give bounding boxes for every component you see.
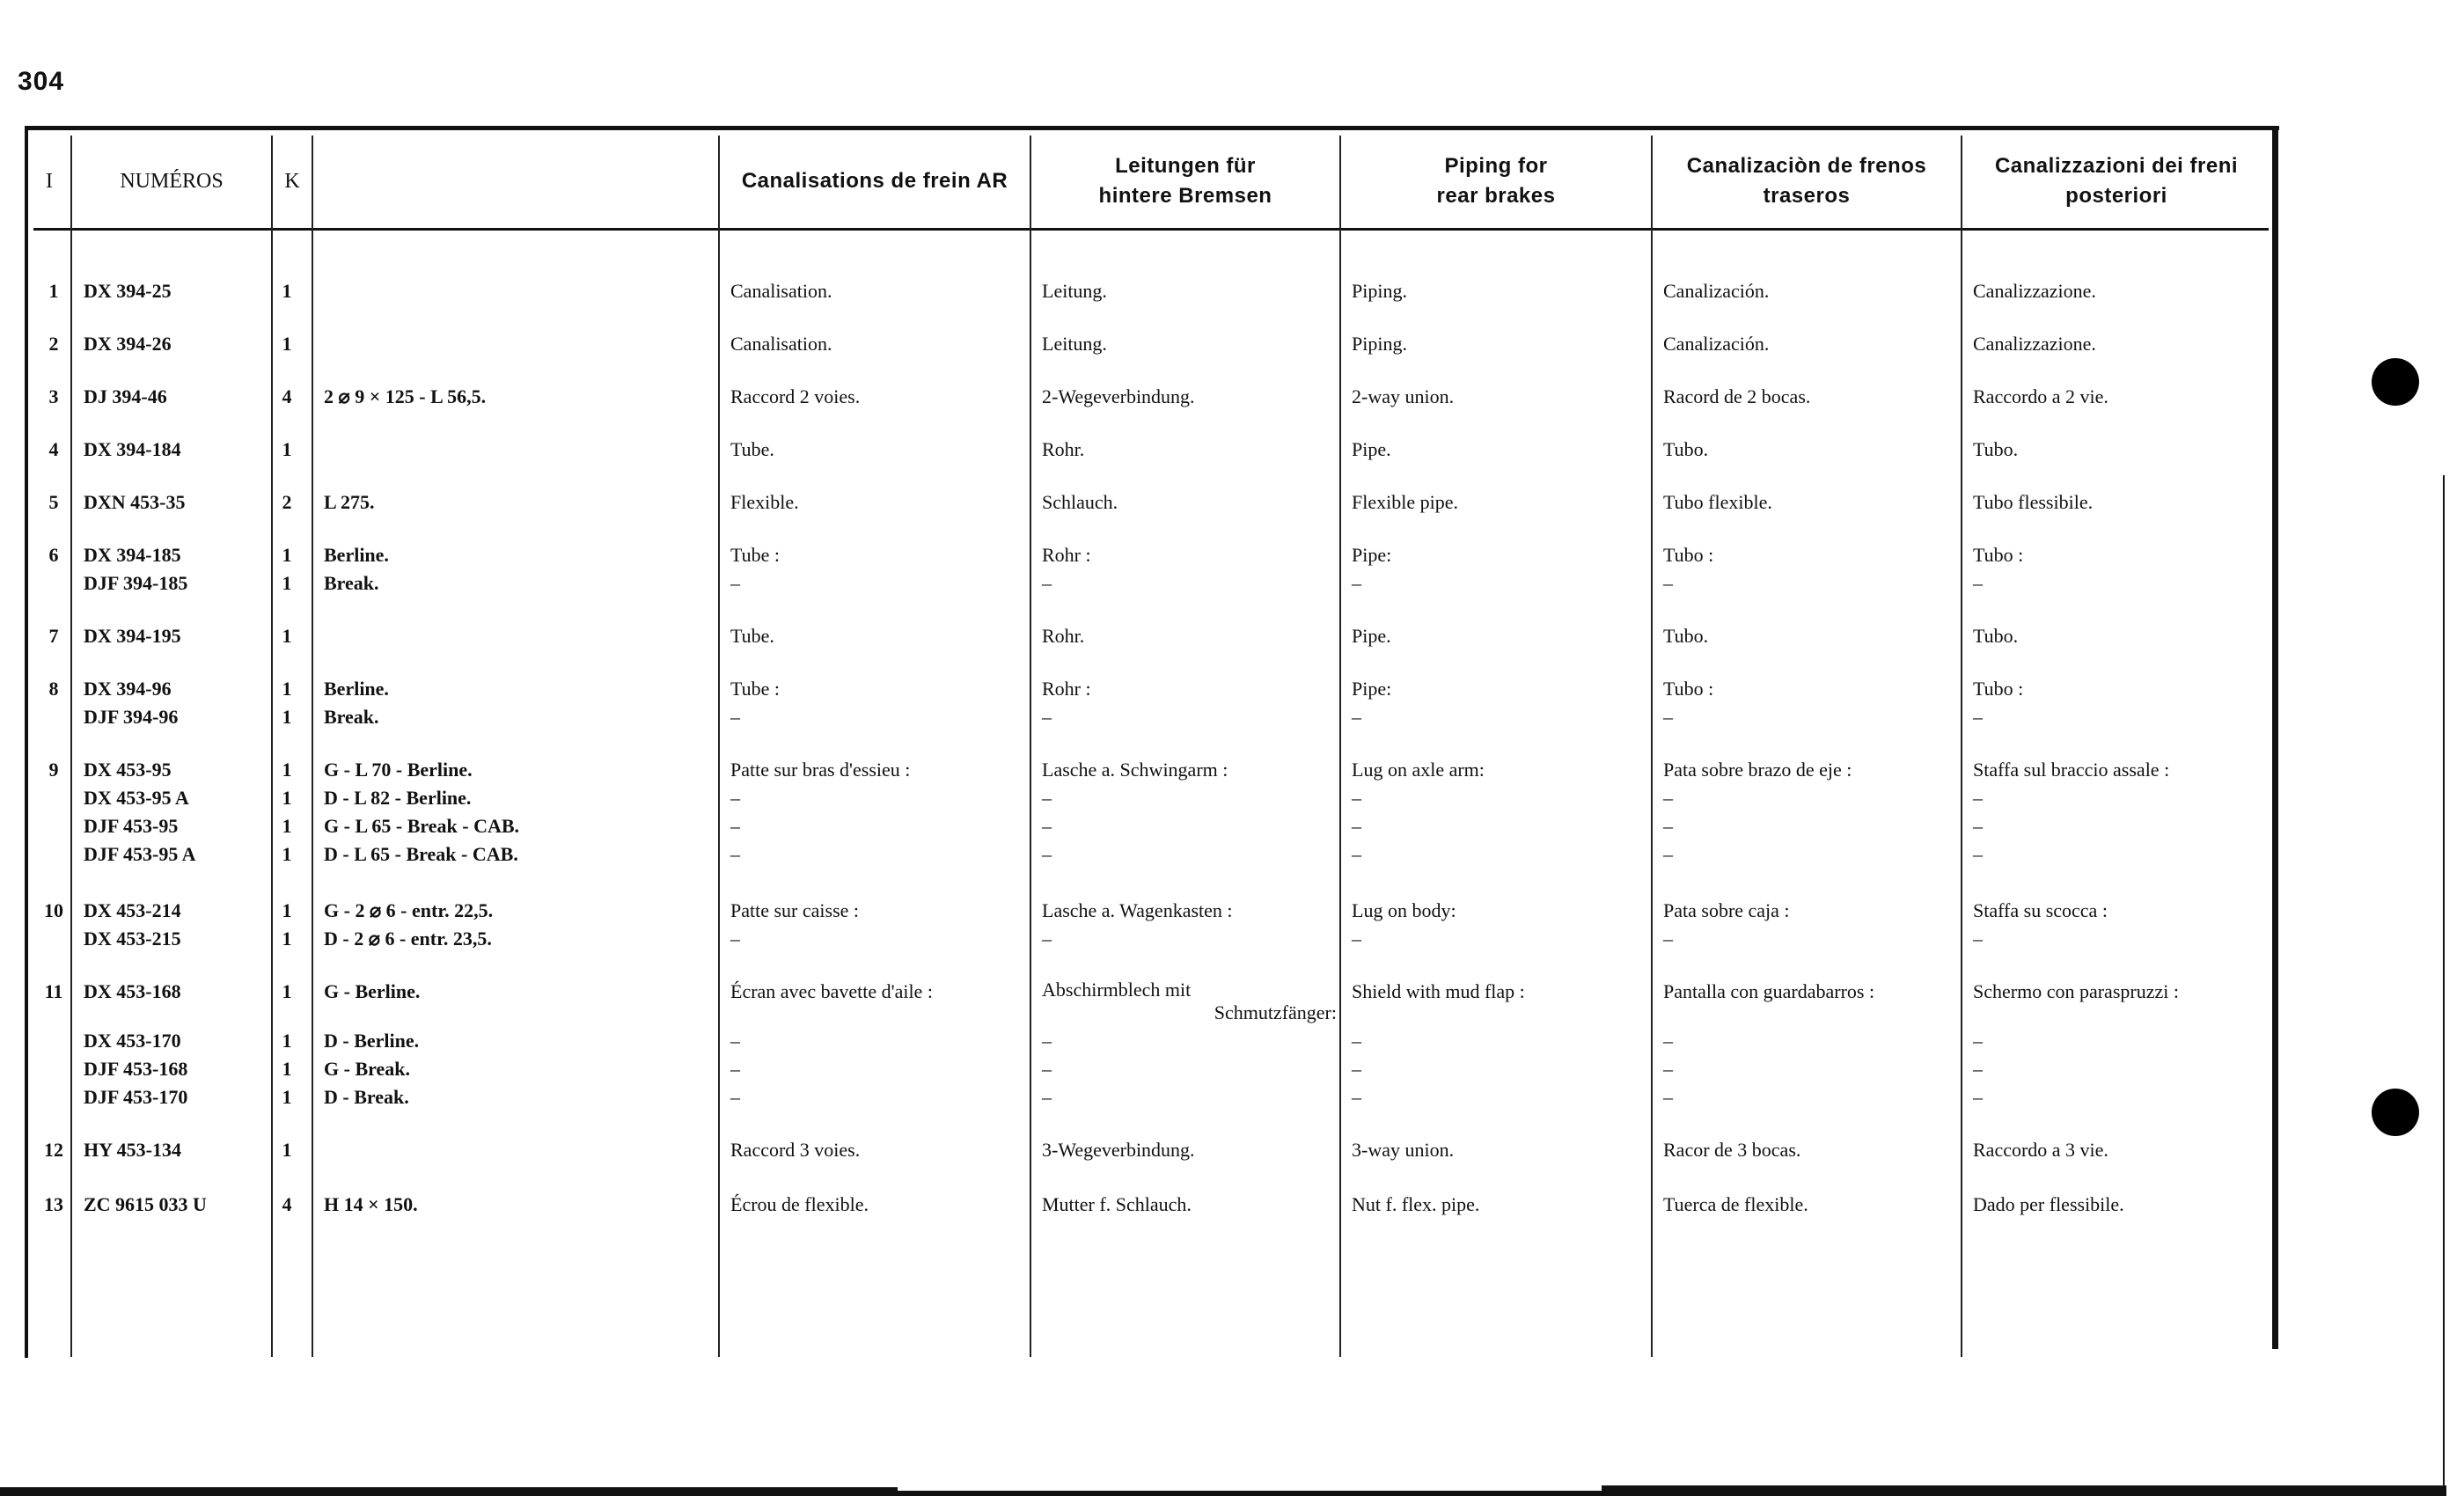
description-french: Écran avec bavette d'aile : — [730, 980, 933, 1002]
quantity: 2 — [282, 491, 292, 513]
description-french: – — [730, 706, 740, 728]
description-french: Canalisation. — [730, 280, 832, 302]
column-divider — [271, 136, 273, 1357]
row-index: 7 — [48, 625, 59, 647]
description-italian: – — [1973, 706, 1983, 728]
page-bottom-band — [898, 1491, 1602, 1496]
description-french: – — [730, 572, 740, 594]
description-english: Pipe: — [1352, 544, 1392, 566]
header-german-line1: Leitungen für — [1115, 154, 1256, 178]
description-french: Raccord 2 voies. — [730, 385, 861, 407]
row-index: 13 — [44, 1193, 63, 1215]
page-bottom-band — [1602, 1485, 2446, 1496]
table-row — [0, 278, 2464, 304]
description-german: Schlauch. — [1042, 491, 1118, 513]
description-italian: Tubo : — [1973, 544, 2024, 566]
specification: G - L 65 - Break - CAB. — [324, 815, 520, 837]
row-index: 11 — [44, 980, 63, 1002]
description-french: – — [730, 815, 740, 837]
table-row — [0, 384, 2464, 410]
header-spanish-line1: Canalizaciòn de frenos — [1686, 154, 1927, 178]
page-edge-line — [2443, 475, 2445, 1487]
header-k: K — [284, 170, 300, 193]
quantity: 4 — [282, 385, 292, 407]
quantity: 1 — [282, 438, 292, 460]
description-french: Raccord 3 voies. — [730, 1139, 861, 1161]
quantity: 1 — [282, 899, 292, 921]
description-spanish: – — [1663, 787, 1673, 809]
row-index: 5 — [48, 491, 59, 513]
part-number: DX 394-96 — [84, 678, 172, 700]
description-italian: Tubo. — [1973, 438, 2019, 460]
description-italian: – — [1973, 1058, 1983, 1080]
description-english: Lug on body: — [1352, 899, 1456, 921]
part-number: DJF 453-95 A — [84, 843, 196, 865]
description-french: – — [730, 1086, 740, 1108]
quantity: 1 — [282, 280, 292, 302]
header-rule — [33, 228, 2269, 231]
quantity: 1 — [282, 625, 292, 647]
description-italian: Tubo flessibile. — [1973, 491, 2094, 513]
description-german: – — [1042, 787, 1052, 809]
part-number: DX 453-215 — [84, 928, 181, 950]
description-french: Flexible. — [730, 491, 799, 513]
description-french: – — [730, 1058, 740, 1080]
description-italian: Staffa sul braccio assale : — [1973, 759, 2170, 781]
part-number: DJF 394-96 — [84, 706, 179, 728]
header-italian-line2: posteriori — [2065, 184, 2167, 208]
column-divider — [70, 136, 72, 1357]
column-divider — [1961, 136, 1962, 1357]
table-row — [0, 1084, 2464, 1111]
description-spanish: – — [1663, 1030, 1673, 1052]
part-number: DJF 453-168 — [84, 1058, 188, 1080]
header-spanish-line2: traseros — [1763, 184, 1851, 208]
description-italian: Tubo : — [1973, 678, 2024, 700]
description-german: – — [1042, 843, 1052, 865]
quantity: 1 — [282, 544, 292, 566]
row-index: 1 — [48, 280, 59, 302]
description-french: Tube. — [730, 625, 774, 647]
description-italian: Canalizzazione. — [1973, 333, 2096, 355]
table-row — [0, 676, 2464, 702]
header-spanish — [1653, 144, 1961, 218]
description-spanish: – — [1663, 572, 1673, 594]
part-number: DX 394-185 — [84, 544, 181, 566]
header-german-line2: hintere Bremsen — [1098, 184, 1272, 208]
quantity: 1 — [282, 678, 292, 700]
description-german: – — [1042, 1030, 1052, 1052]
description-french: – — [730, 787, 740, 809]
table-row — [0, 623, 2464, 649]
description-french: Patte sur caisse : — [730, 899, 860, 921]
header-french: Canalisations de frein AR — [741, 169, 1008, 193]
quantity: 1 — [282, 1139, 292, 1161]
description-german: – — [1042, 706, 1052, 728]
specification: G - Berline. — [324, 980, 421, 1002]
description-spanish: Pata sobre brazo de eje : — [1663, 759, 1852, 781]
header-english-line2: rear brakes — [1436, 184, 1556, 208]
description-english: – — [1352, 1086, 1361, 1108]
description-german: Abschirmblech mit — [1042, 979, 1192, 1001]
description-french: – — [730, 1030, 740, 1052]
table-row — [0, 704, 2464, 730]
header-index: I — [46, 170, 53, 193]
page-bottom-band — [0, 1487, 898, 1496]
description-italian: – — [1973, 1086, 1983, 1108]
description-english: Pipe. — [1352, 438, 1391, 460]
description-italian: Raccordo a 2 vie. — [1973, 385, 2108, 407]
description-spanish: Pantalla con guardabarros : — [1663, 980, 1875, 1002]
part-number: HY 453-134 — [84, 1139, 182, 1161]
description-english: – — [1352, 843, 1361, 865]
part-number: DJ 394-46 — [84, 385, 167, 407]
quantity: 1 — [282, 928, 292, 950]
part-number: DX 453-170 — [84, 1030, 181, 1052]
description-german: Rohr : — [1042, 544, 1091, 566]
description-english: Flexible pipe. — [1352, 491, 1458, 513]
specification: Berline. — [324, 678, 389, 700]
column-divider — [1339, 136, 1341, 1357]
description-italian: – — [1973, 787, 1983, 809]
description-german-continued: Schmutzfänger: — [1214, 1001, 1337, 1023]
header-italian — [1962, 144, 2270, 218]
description-english: – — [1352, 1030, 1361, 1052]
description-spanish: Tubo. — [1663, 625, 1709, 647]
quantity: 1 — [282, 706, 292, 728]
description-spanish: – — [1663, 843, 1673, 865]
table-row — [0, 841, 2464, 868]
table-row — [0, 898, 2464, 924]
description-italian: Tubo. — [1973, 625, 2019, 647]
description-spanish: Tubo. — [1663, 438, 1709, 460]
description-english: Pipe: — [1352, 678, 1392, 700]
table-row — [0, 785, 2464, 811]
specification: D - Break. — [324, 1086, 409, 1108]
description-french: Tube. — [730, 438, 774, 460]
specification: Berline. — [324, 544, 389, 566]
header-english — [1341, 144, 1651, 218]
quantity: 1 — [282, 1086, 292, 1108]
description-english: Shield with mud flap : — [1352, 980, 1525, 1002]
description-italian: – — [1973, 1030, 1983, 1052]
part-number: DX 453-95 A — [84, 787, 189, 809]
quantity: 1 — [282, 572, 292, 594]
description-french: Écrou de flexible. — [730, 1193, 869, 1215]
description-italian: – — [1973, 815, 1983, 837]
description-spanish: Racor de 3 bocas. — [1663, 1139, 1801, 1161]
specification: D - L 82 - Berline. — [324, 787, 472, 809]
specification: G - 2 ⌀ 6 - entr. 22,5. — [324, 899, 494, 921]
specification: G - Break. — [324, 1058, 410, 1080]
description-german: Rohr. — [1042, 438, 1085, 460]
table-row — [0, 1192, 2464, 1218]
description-english: 3-way union. — [1352, 1139, 1455, 1161]
table-row — [0, 1056, 2464, 1082]
description-spanish: – — [1663, 928, 1673, 950]
description-spanish: Tubo : — [1663, 678, 1714, 700]
description-italian: Staffa su scocca : — [1973, 899, 2108, 921]
row-index: 2 — [48, 333, 59, 355]
description-english: Lug on axle arm: — [1352, 759, 1485, 781]
column-divider — [1651, 136, 1653, 1357]
quantity: 1 — [282, 1030, 292, 1052]
description-english: – — [1352, 572, 1361, 594]
description-english: – — [1352, 928, 1361, 950]
description-spanish: Racord de 2 bocas. — [1663, 385, 1811, 407]
description-german: Lasche a. Schwingarm : — [1042, 759, 1228, 781]
row-index: 10 — [44, 899, 63, 921]
description-english: – — [1352, 815, 1361, 837]
table-row — [0, 979, 2464, 1023]
table-row — [0, 436, 2464, 463]
page-number: 304 — [18, 67, 65, 96]
part-number: DX 394-26 — [84, 333, 172, 355]
quantity: 1 — [282, 1058, 292, 1080]
table-row — [0, 1137, 2464, 1163]
row-index: 6 — [48, 544, 59, 566]
table-row — [0, 813, 2464, 840]
specification: Break. — [324, 572, 379, 594]
quantity: 1 — [282, 333, 292, 355]
column-divider — [1030, 136, 1031, 1357]
quantity: 1 — [282, 815, 292, 837]
description-italian: Raccordo a 3 vie. — [1973, 1139, 2108, 1161]
description-german: Rohr. — [1042, 625, 1085, 647]
header-english-line1: Piping for — [1444, 154, 1548, 178]
description-english: – — [1352, 1058, 1361, 1080]
description-spanish: – — [1663, 1058, 1673, 1080]
specification: 2 ⌀ 9 × 125 - L 56,5. — [324, 385, 487, 407]
description-german: – — [1042, 1058, 1052, 1080]
description-french: Patte sur bras d'essieu : — [730, 759, 911, 781]
description-spanish: Tuerca de flexible. — [1663, 1193, 1808, 1215]
specification: L 275. — [324, 491, 375, 513]
specification: H 14 × 150. — [324, 1193, 418, 1215]
description-spanish: – — [1663, 815, 1673, 837]
description-italian: Dado per flessibile. — [1973, 1193, 2124, 1215]
quantity: 1 — [282, 843, 292, 865]
row-index: 3 — [48, 385, 59, 407]
description-german: Mutter f. Schlauch. — [1042, 1193, 1192, 1215]
description-french: – — [730, 843, 740, 865]
description-german: Leitung. — [1042, 333, 1107, 355]
quantity: 1 — [282, 759, 292, 781]
table-row — [0, 1028, 2464, 1054]
quantity: 4 — [282, 1193, 292, 1215]
part-number: DX 394-184 — [84, 438, 181, 460]
table-left-border — [25, 130, 28, 1358]
description-spanish: Pata sobre caja : — [1663, 899, 1790, 921]
description-spanish: Tubo flexible. — [1663, 491, 1772, 513]
part-number: DX 453-95 — [84, 759, 172, 781]
table-row — [0, 331, 2464, 357]
description-german: – — [1042, 572, 1052, 594]
part-number: DJF 453-95 — [84, 815, 179, 837]
part-number: DX 394-195 — [84, 625, 181, 647]
description-french: Tube : — [730, 678, 781, 700]
binder-hole — [2372, 358, 2419, 406]
table-row — [0, 757, 2464, 783]
quantity: 1 — [282, 980, 292, 1002]
description-german: 3-Wegeverbindung. — [1042, 1139, 1195, 1161]
part-number: DX 453-168 — [84, 980, 181, 1002]
specification: D - L 65 - Break - CAB. — [324, 843, 518, 865]
row-index: 9 — [48, 759, 59, 781]
part-number: DX 453-214 — [84, 899, 181, 921]
description-english: – — [1352, 706, 1361, 728]
binder-hole — [2372, 1089, 2419, 1136]
description-german: 2-Wegeverbindung. — [1042, 385, 1195, 407]
description-german: Lasche a. Wagenkasten : — [1042, 899, 1233, 921]
table-row — [0, 542, 2464, 568]
description-german: Rohr : — [1042, 678, 1091, 700]
description-spanish: Tubo : — [1663, 544, 1714, 566]
description-english: – — [1352, 787, 1361, 809]
header-italian-line1: Canalizzazioni dei freni — [1994, 154, 2239, 178]
part-number: ZC 9615 033 U — [84, 1193, 207, 1215]
row-index: 8 — [48, 678, 59, 700]
table-row — [0, 926, 2464, 952]
description-italian: – — [1973, 928, 1983, 950]
description-french: – — [730, 928, 740, 950]
description-spanish: – — [1663, 1086, 1673, 1108]
description-italian: Canalizzazione. — [1973, 280, 2096, 302]
description-english: Pipe. — [1352, 625, 1391, 647]
table-row — [0, 570, 2464, 597]
column-divider — [718, 136, 720, 1357]
description-french: Canalisation. — [730, 333, 832, 355]
part-number: DX 394-25 — [84, 280, 172, 302]
column-divider — [312, 136, 313, 1357]
description-german: – — [1042, 815, 1052, 837]
header-german — [1031, 144, 1339, 218]
quantity: 1 — [282, 787, 292, 809]
description-english: Piping. — [1352, 280, 1407, 302]
description-german: Leitung. — [1042, 280, 1107, 302]
description-spanish: – — [1663, 706, 1673, 728]
specification: D - Berline. — [324, 1030, 420, 1052]
part-number: DJF 394-185 — [84, 572, 188, 594]
header-numeros: NUMÉROS — [120, 170, 224, 193]
description-german: – — [1042, 928, 1052, 950]
description-english: Piping. — [1352, 333, 1407, 355]
description-spanish: Canalización. — [1663, 333, 1770, 355]
table-top-border — [25, 126, 2279, 130]
description-french: Tube : — [730, 544, 781, 566]
description-italian: – — [1973, 572, 1983, 594]
specification: Break. — [324, 706, 379, 728]
description-italian: Schermo con paraspruzzi : — [1973, 980, 2179, 1002]
table-row — [0, 489, 2464, 516]
description-italian: – — [1973, 843, 1983, 865]
row-index: 4 — [48, 438, 59, 460]
specification: G - L 70 - Berline. — [324, 759, 473, 781]
description-spanish: Canalización. — [1663, 280, 1770, 302]
description-english: 2-way union. — [1352, 385, 1455, 407]
table-right-border — [2272, 126, 2278, 1349]
row-index: 12 — [44, 1139, 63, 1161]
description-english: Nut f. flex. pipe. — [1352, 1193, 1480, 1215]
part-number: DJF 453-170 — [84, 1086, 188, 1108]
part-number: DXN 453-35 — [84, 491, 186, 513]
description-german: – — [1042, 1086, 1052, 1108]
specification: D - 2 ⌀ 6 - entr. 23,5. — [324, 928, 492, 950]
